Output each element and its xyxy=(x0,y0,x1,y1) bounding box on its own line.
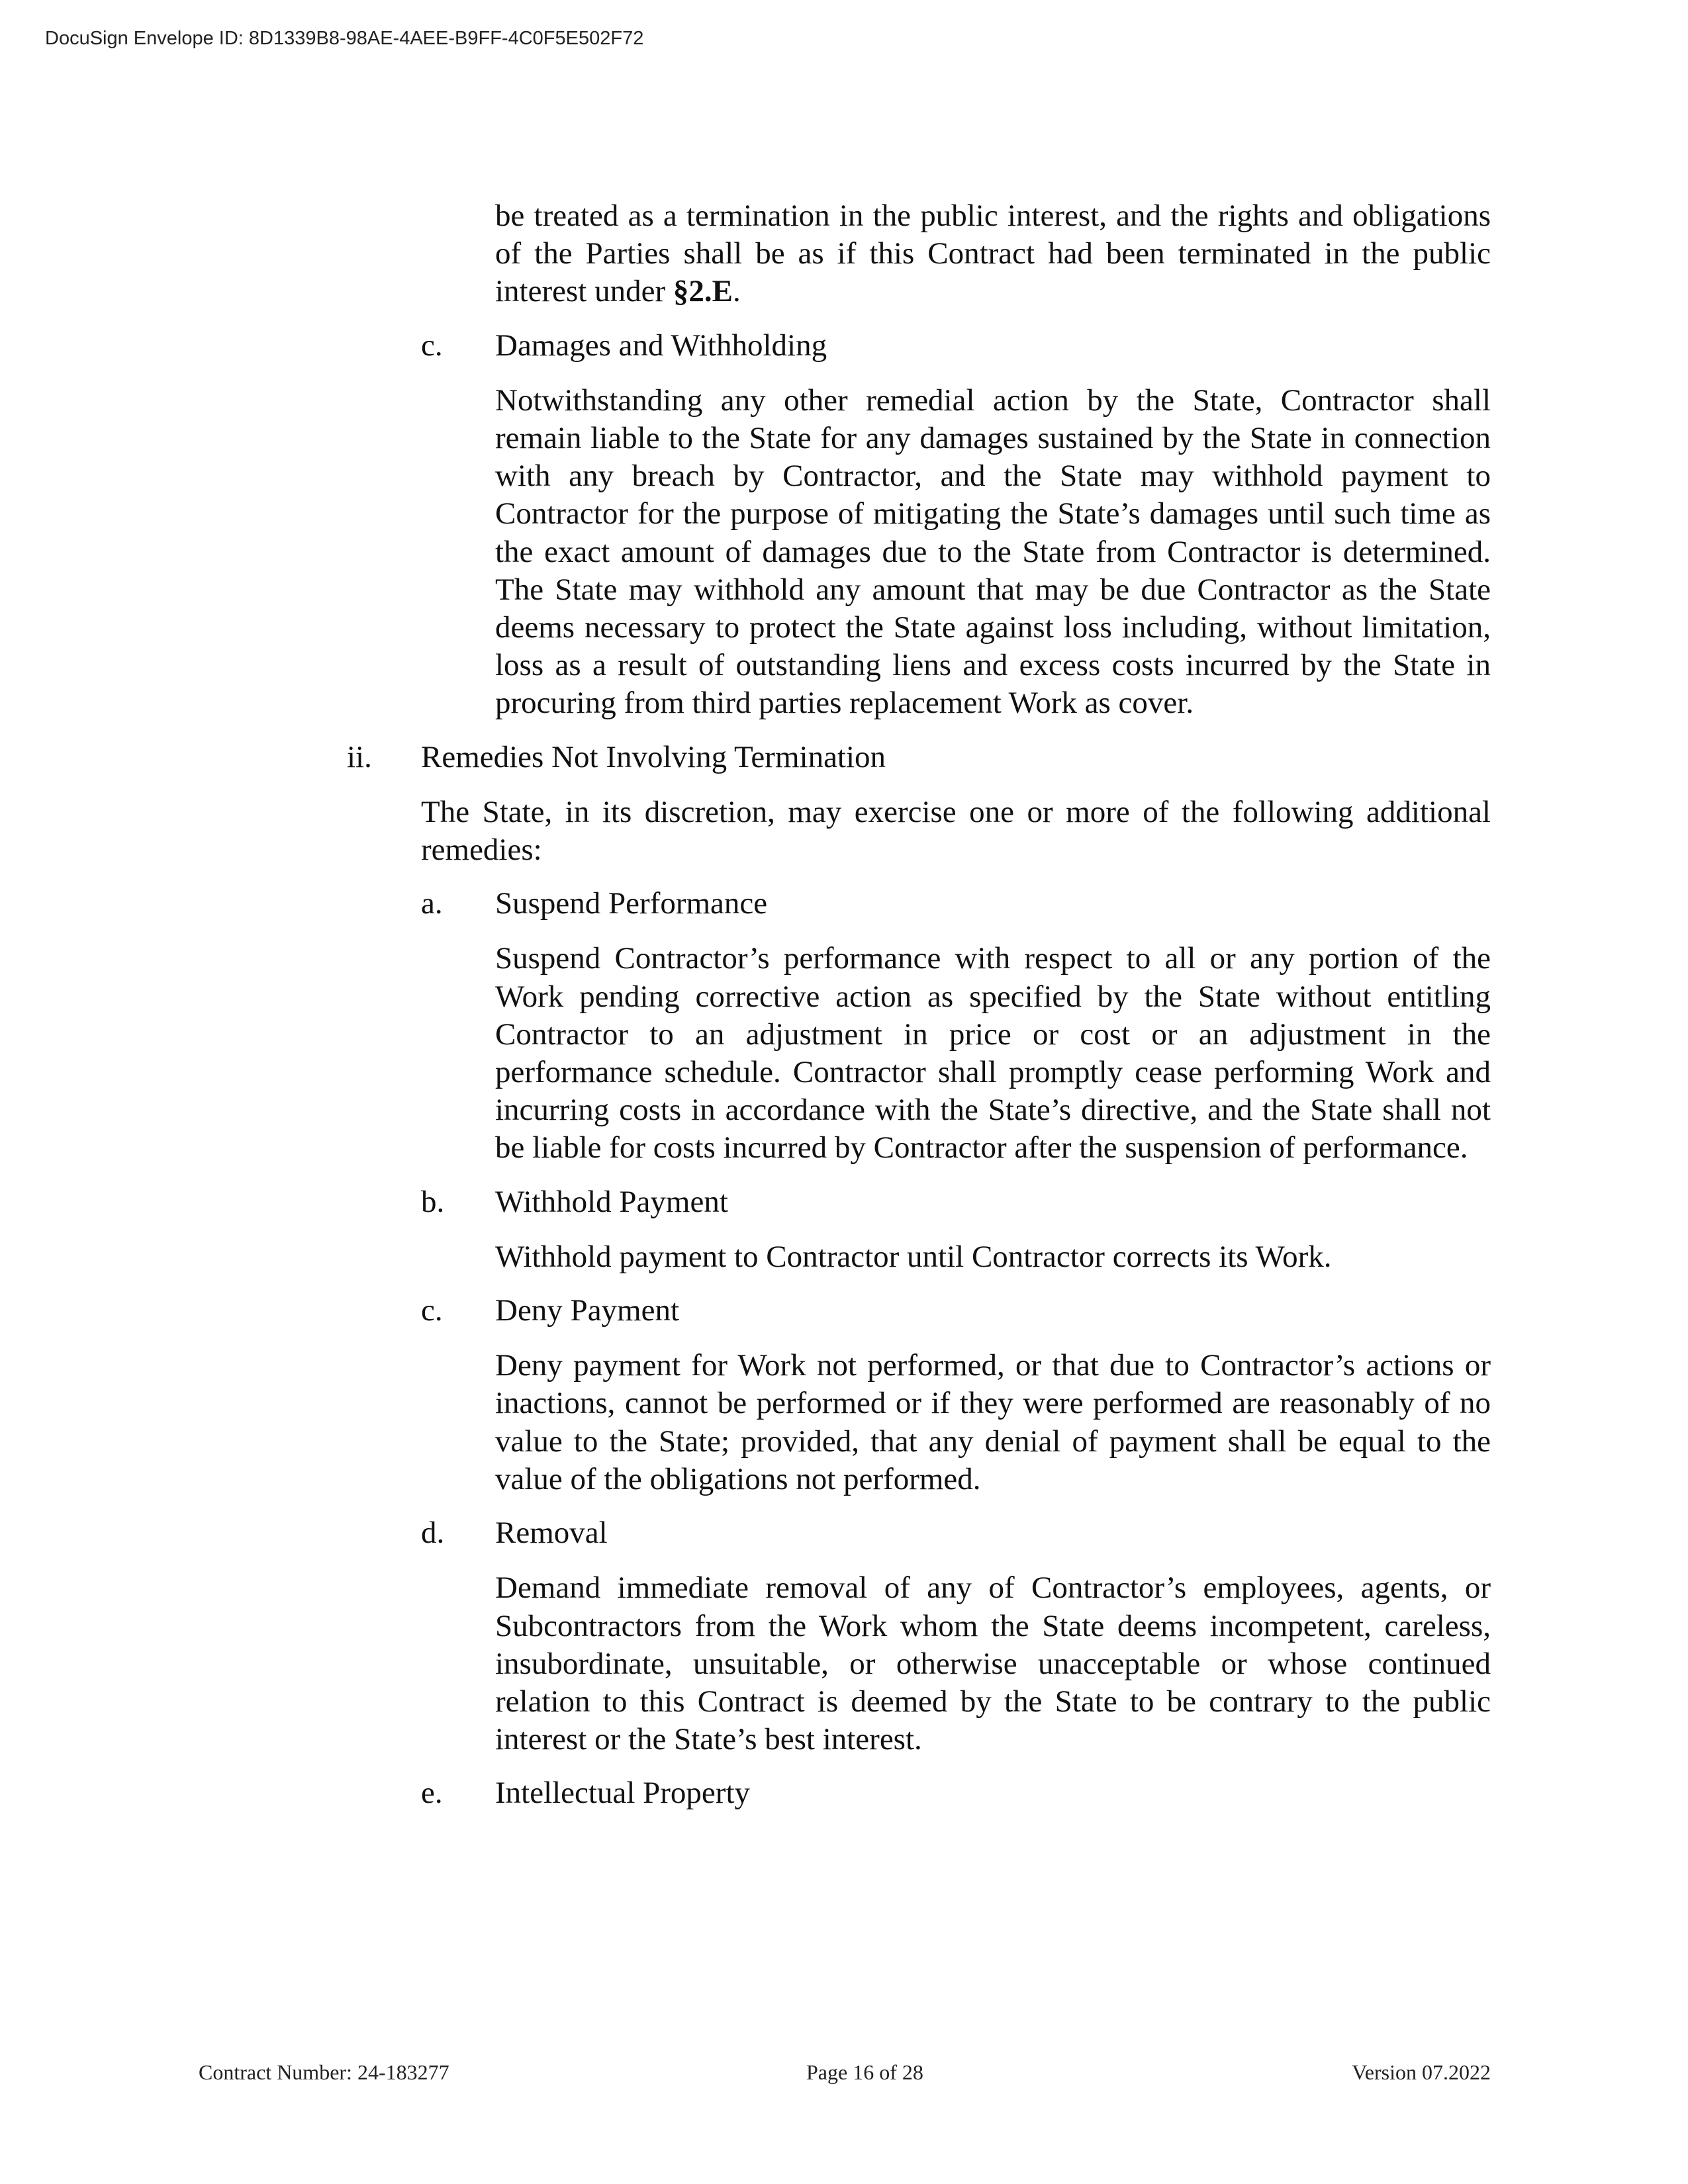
item-a-title: Suspend Performance xyxy=(495,886,768,921)
section-ii-intro: The State, in its discretion, may exercise one or more of the following additional remedies: xyxy=(421,794,1491,868)
item-a-number: a. xyxy=(421,886,443,921)
item-c-heading xyxy=(421,327,1491,365)
item-e-number: e. xyxy=(421,1776,443,1811)
item-c2-number: c. xyxy=(421,1293,443,1328)
footer-contract-number: Contract Number: 24-183277 xyxy=(199,2060,449,2084)
footer-page-number: Page 16 of 28 xyxy=(806,2060,923,2084)
document-body xyxy=(0,197,1688,1813)
item-b-title: Withhold Payment xyxy=(495,1184,728,1219)
continuation-paragraph xyxy=(495,197,1491,311)
item-b-number: b. xyxy=(421,1184,445,1219)
section-ii-number: ii. xyxy=(347,739,372,774)
item-c-paragraph: Notwithstanding any other remedial action by the State, Contractor shall remain liable to the State for any damages sustained by the State in connection with any breach by Contractor, and the State may withhold payment to Contractor for the purpose of mitigating the State’s damages until such time as the exact amount of damages due to the State from Contractor is determined. The State may withhold any amount that may be due Contractor as the State deems necessary to protect the State against loss including, without limitation, loss as a result of outstanding liens and excess costs incurred by the State in procuring from third parties replacement Work as cover. xyxy=(495,383,1491,721)
continuation-text: be treated as a termination in the public interest, and the rights and obligations of the Parties shall be as if this Contract had been terminated in the public interest under xyxy=(495,199,1491,309)
section-ii-title: Remedies Not Involving Termination xyxy=(421,739,886,774)
item-e-title: Intellectual Property xyxy=(495,1776,750,1811)
item-a-paragraph: Suspend Contractor’s performance with respect to all or any portion of the Work pending corrective action as specified by the State without entitling Contractor to an adjustment in price or cost or an adjustment in the performance schedule. Contractor shall promptly cease performing Work and incurring costs in accordance with the State’s directive, and the State shall not be liable for costs incurred by Contractor after the suspension of performance. xyxy=(495,941,1491,1165)
item-c2-title: Deny Payment xyxy=(495,1293,680,1328)
item-d-heading xyxy=(421,1514,1491,1552)
item-e-heading xyxy=(421,1774,1491,1812)
item-b-paragraph: Withhold payment to Contractor until Contractor corrects its Work. xyxy=(495,1239,1332,1274)
item-c2-paragraph: Deny payment for Work not performed, or that due to Contractor’s actions or inactions, cannot be performed or if they were performed are reasonably of no value to the State; provided, that any denial of payment shall be equal to the value of the obligations not performed. xyxy=(495,1348,1491,1496)
item-b-heading xyxy=(421,1183,1491,1221)
footer-version: Version 07.2022 xyxy=(1352,2060,1491,2084)
item-a-heading xyxy=(421,885,1491,923)
item-c-number: c. xyxy=(421,328,443,363)
item-c2-heading xyxy=(421,1292,1491,1330)
section-reference: §2.E xyxy=(673,274,733,309)
section-ii-heading xyxy=(347,739,1491,776)
docusign-envelope-id: DocuSign Envelope ID: 8D1339B8-98AE-4AEE-B9FF-4C0F5E502F72 xyxy=(45,28,644,49)
item-c-title: Damages and Withholding xyxy=(495,328,827,363)
page-footer xyxy=(0,2060,1688,2087)
item-d-paragraph: Demand immediate removal of any of Contractor’s employees, agents, or Subcontractors from the Work whom the State deems incompetent, careless, insubordinate, unsuitable, or otherwise unacceptable or whose continued relation to this Contract is deemed by the State to be contrary to the public interest or the State’s best interest. xyxy=(495,1570,1491,1757)
continuation-end: . xyxy=(732,274,741,309)
item-d-title: Removal xyxy=(495,1516,608,1551)
item-d-number: d. xyxy=(421,1516,445,1551)
